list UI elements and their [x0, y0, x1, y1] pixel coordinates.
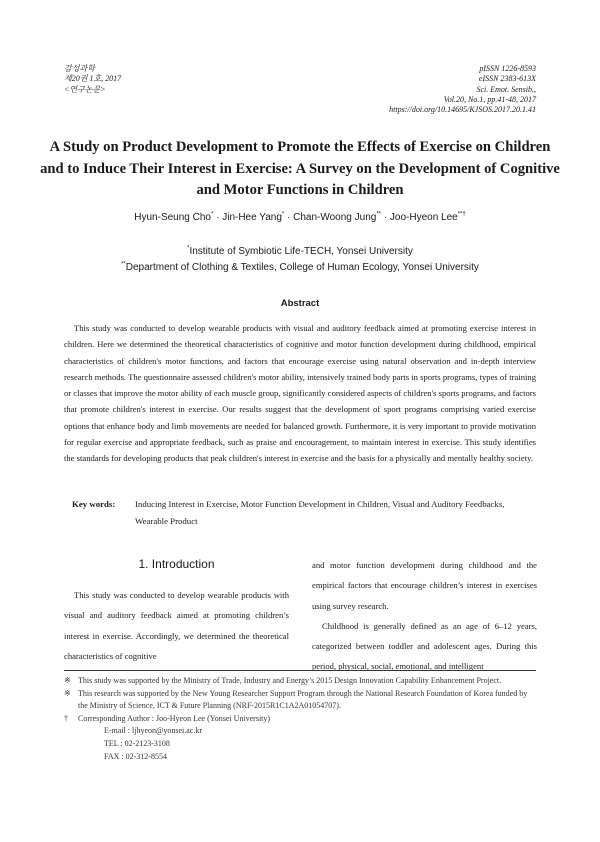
contact-fax: FAX : 02-312-8554: [104, 751, 167, 761]
author-mark: *: [210, 211, 214, 218]
affiliation-text: Institute of Symbiotic Life-TECH, Yonsei University: [189, 246, 413, 257]
author-separator: ·: [284, 212, 294, 223]
affiliation: [40, 246, 560, 257]
intro-left-column: [64, 585, 289, 666]
author-name: Joo-Hyeon Lee: [389, 212, 458, 223]
journal-name-korean: 감성과학: [64, 64, 95, 73]
author-mark: *: [281, 211, 285, 218]
abstract-heading: Abstract: [280, 298, 320, 309]
author-separator: ·: [381, 212, 390, 223]
author-mark: **†: [457, 211, 466, 218]
contact-email[interactable]: E-mail : ljhyeon@yonsei.ac.kr: [104, 726, 203, 736]
footnote: [64, 688, 536, 713]
paper-title: A Study on Product Development to Promote the Effects of Exercise on Children and to Induce Their Interest in Exercise: A Survey on the Development of Cognitive and Motor Functions in Children: [40, 139, 560, 198]
intro-paragraph: This study was conducted to develop wearable products with visual and auditory feedback aimed at promoting children’s interest in exercise. Accordingly, we determined the theoretical characteristics of cognitive: [64, 590, 289, 661]
contact-tel: TEL : 02-2123-3108: [104, 738, 170, 748]
author-name: Jin-Hee Yang: [222, 212, 282, 223]
footnote-text: Corresponding Author : Joo-Hyeon Lee (Yonsei University): [78, 713, 271, 723]
author-list: [40, 212, 560, 223]
affiliation-text: Department of Clothing & Textiles, College of Human Ecology, Yonsei University: [125, 262, 479, 273]
footnote-mark: †: [64, 713, 68, 723]
intro-paragraph: Childhood is generally defined as an age of 6–12 years, categorized between toddler and adolescent ages. During this period, physical, social, emotional, and intelligent: [312, 620, 537, 672]
volume-pages: Vol.20, No.1, pp.41-48, 2017: [443, 94, 536, 104]
doi-link[interactable]: https://doi.org/10.14695/KJSOS.2017.20.1.41: [389, 105, 536, 115]
article-type: <연구논문>: [64, 84, 106, 94]
author-separator: ·: [213, 212, 223, 223]
eissn: eISSN 2383-613X: [478, 74, 536, 84]
footnotes: [64, 675, 536, 763]
journal-abbrev: Sci. Emot. Sensib.,: [476, 84, 536, 94]
keywords-label: Key words:: [72, 499, 116, 509]
affiliation-mark: **: [121, 261, 126, 268]
journal-header-right: [389, 64, 536, 115]
footnote-mark: ※: [64, 676, 71, 685]
intro-right-column: [312, 555, 537, 677]
abstract-text: This study was conducted to develop wearable products with visual and auditory feedback aimed at promoting exercise interest in children. Here we determined the theoretical characteristics of cognitive and motor function development during childhood, empirical characteristics of children's motor functions, and factors that encourage exercise using natural observation and in-depth interview research methods. The questionnaire assessed children's motor ability, intensively trained body parts in sports programs, types of training or classes that improve the motor ability of each muscle group, significantly considered aspects of children's sports programs, and factors that promote children's interest in exercise. Our results suggest that the development of sport programs comprising varied exercise options that enhance body and limb movements are needed for balanced growth. Furthermore, it is very important to provide motivation for regular exercise and appropriate feedback, such as praise and encouragement, to maintain interest in exercise. This study identifies the standards for developing products that peak children's interest in exercise and the basis for a physically and mentally healthy society.: [64, 323, 536, 464]
footnote: [64, 713, 536, 726]
footnote: [64, 675, 536, 688]
keywords: [64, 496, 536, 530]
footnote-text: This research was supported by the New Young Researcher Support Program through the National Research Foundation of Korea funded by the Ministry of Science, ICT & Future Planning (NRF-2015R1C1A2A01054707).: [78, 688, 528, 711]
author-name: Chan-Woong Jung: [293, 212, 377, 223]
section-heading-introduction: 1. Introduction: [138, 557, 215, 571]
footnote-divider: [64, 670, 536, 671]
keywords-text: Inducing Interest in Exercise, Motor Function Development in Children, Visual and Auditory Feedbacks, Wearable Product: [135, 499, 505, 526]
journal-volume-korean: 제20권 1호, 2017: [64, 74, 122, 84]
affiliation-mark: *: [187, 245, 190, 252]
affiliation: [40, 262, 560, 273]
pissn: pISSN 1226-8593: [479, 64, 536, 73]
contact-info: [64, 725, 536, 763]
journal-header-left: [64, 64, 121, 95]
intro-paragraph: and motor function development during childhood and the empirical factors that encourage children’s interest in exercises using survey research.: [312, 560, 537, 611]
author-name: Hyun-Seung Cho: [134, 212, 211, 223]
footnote-text: This study was supported by the Ministry of Trade, Industry and Energy’s 2015 Design Innovation Capability Enhancement Project.: [78, 676, 502, 685]
author-mark: **: [376, 211, 381, 218]
footnote-mark: ※: [64, 688, 71, 698]
